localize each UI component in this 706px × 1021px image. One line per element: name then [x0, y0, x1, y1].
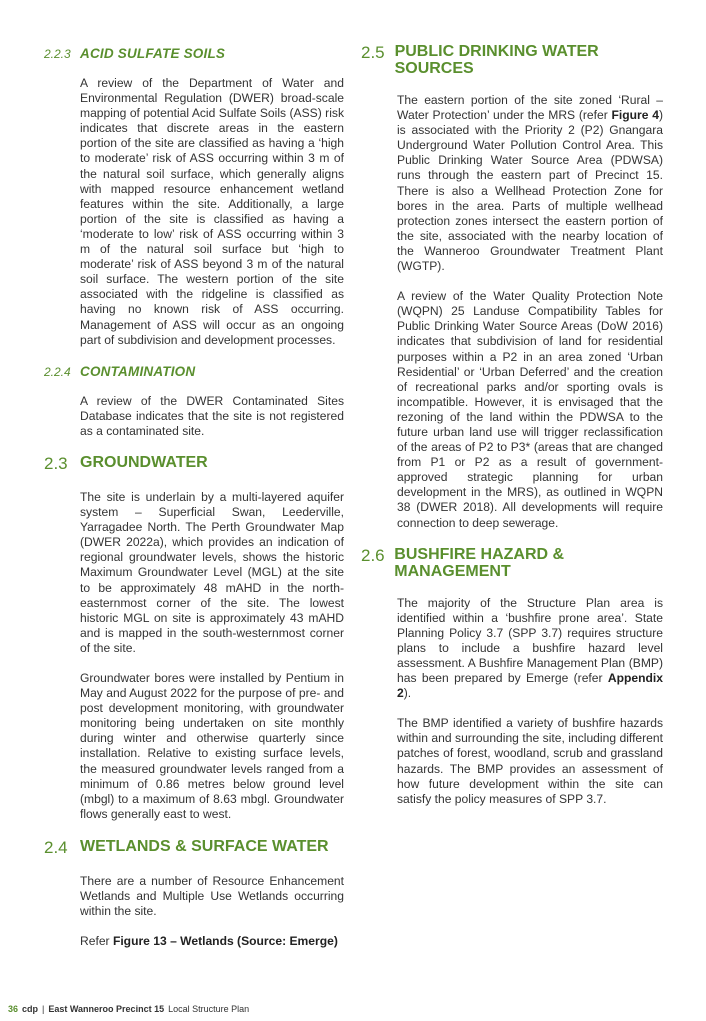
figure-link: Figure 4 — [611, 108, 659, 123]
section-heading-2-6 — [361, 546, 663, 580]
section-title: GROUNDWATER — [80, 453, 208, 471]
section-number: 2.3 — [44, 453, 68, 473]
section-title: BUSHFIRE HAZARD & MANAGEMENT — [394, 545, 565, 580]
paragraph — [397, 93, 663, 274]
section-title: CONTAMINATION — [80, 363, 196, 379]
left-column — [44, 40, 344, 949]
text-run: ) is associated with the Priority 2 (P2) Gnangara Underground Water Pollution Control Area. This Public Drinking Water Source Area (PDWSA) runs through the eastern part of Precinct 15. There is also a Wellhead Protection Zone for bores in the area. Parts of multiple wellhead protection zones intersect the eastern portion of the site, associated with the nearby location of the Wanneroo Groundwater Treatment Plant (WGTP). — [397, 108, 663, 274]
brand-logo-text: cdp — [22, 1004, 39, 1014]
section-number: 2.4 — [44, 837, 68, 857]
section-heading-2-5 — [361, 43, 663, 77]
separator: | — [42, 1004, 45, 1014]
paragraph: Groundwater bores were installed by Pentium in May and August 2022 for the purpose of pre- and post development monitoring, with groundwater monitoring being undertaken on site monthly during winter and otherwise quarterly since installation. Relative to existing surface levels, the measured groundwater levels ranged from a minimum of 0.86 metres below ground level (mbgl) to a maximum of 8.63 mbgl. Groundwater flows generally east to west. — [80, 671, 344, 821]
section-heading-2-2-3 — [44, 46, 344, 61]
section-title: ACID SULFATE SOILS — [80, 46, 226, 61]
paragraph: A review of the DWER Contaminated Sites Database indicates that the site is not registered as a contaminated site. — [80, 393, 344, 438]
section-number: 2.6 — [361, 545, 385, 565]
section-number: 2.2.4 — [44, 364, 71, 379]
appendix-link: Appendix 2 — [397, 671, 663, 701]
section-heading-2-3 — [44, 454, 344, 474]
right-column — [361, 40, 663, 807]
section-number: 2.2.3 — [44, 47, 71, 61]
page-number: 36 — [8, 1004, 19, 1014]
section-title: PUBLIC DRINKING WATER SOURCES — [394, 43, 599, 77]
section-heading-2-2-4 — [44, 364, 344, 379]
ref-prefix: Refer — [80, 934, 113, 949]
figure-link: Figure 13 – Wetlands (Source: Emerge) — [112, 934, 338, 949]
paragraph: There are a number of Resource Enhancement Wetlands and Multiple Use Wetlands occurring within the site. — [80, 873, 344, 919]
text-run: ). — [403, 686, 412, 701]
text-run: The eastern portion of the site zoned ‘Rural – Water Protection’ under the MRS (refer — [397, 93, 663, 123]
text-run: The majority of the Structure Plan area is identified within a ‘bushfire prone area’. State Planning Policy 3.7 (SPP 3.7) requires structure plans to include a bushfire hazard level assessment. A Bushfire Management Plan (BMP) has been prepared by Emerge (refer — [397, 595, 663, 686]
paragraph: The site is underlain by a multi-layered aquifer system – Superficial Swan, Leederville, Yarragadee North. The Perth Groundwater Map (DWER 2022a), which provides an indication of regional groundwater levels, shows the historic Maximum Groundwater Level (MGL) at the site to be approximately 48 mAHD in the north-easternmost corner of the site. The lowest historic MGL on site is approximately 43 mAHD and is mapped in the south-westernmost corner of the site. — [80, 489, 344, 655]
paragraph: The BMP identified a variety of bushfire hazards within and surrounding the site, including different patches of forest, woodland, scrub and grassland hazards. The BMP provides an assessment of how future development within the site can satisfy the policy measures of SPP 3.7. — [397, 716, 663, 806]
document-title: East Wanneroo Precinct 15 — [48, 1004, 165, 1014]
page-footer — [8, 1004, 249, 1014]
section-number: 2.5 — [361, 43, 385, 62]
section-heading-2-4 — [44, 838, 344, 858]
document-subtitle: Local Structure Plan — [168, 1004, 250, 1014]
figure-reference — [80, 934, 344, 949]
paragraph: A review of the Department of Water and Environmental Regulation (DWER) broad-scale mapping of potential Acid Sulfate Soils (ASS) risk indicates that discrete areas in the eastern portion of the site are classified as having a ‘high to moderate’ risk of ASS occurring within 3 m of the natural soil surface, which generally aligns with mapped resource enhancement wetland features within the site. Additionally, a large portion of the site is classified as having a ‘moderate to low’ risk of ASS occurring within 3 m of the natural soil surface but ‘high to moderate’ risk of ASS beyond 3 m of the natural soil surface. The western portion of the site associated with the ridgeline is classified as having no known risk of ASS occurring. Management of ASS will occur as an ongoing part of subdivision and development processes. — [80, 76, 344, 347]
section-title: WETLANDS & SURFACE WATER — [80, 837, 329, 855]
paragraph — [397, 596, 663, 702]
paragraph: A review of the Water Quality Protection Note (WQPN) 25 Landuse Compatibility Tables for Public Drinking Water Source Areas (DoW 2016) indicates that subdivision of land for residential purposes within a P2 in an area zoned ‘Urban Residential’ or ‘Urban Deferred’ and the creation of recreational parks and/or sporting ovals is incompatible. However, it is envisaged that the rezoning of the land within the PDWSA to the future urban land use will trigger reclassification of the areas of P2 to P3* (areas that are changed from P1 or P2 as a result of government-approved strategic planning for urban development in the MRS), as outlined in WQPN 38 (DWER 2018). All developments will require connection to deep sewerage. — [397, 289, 663, 530]
